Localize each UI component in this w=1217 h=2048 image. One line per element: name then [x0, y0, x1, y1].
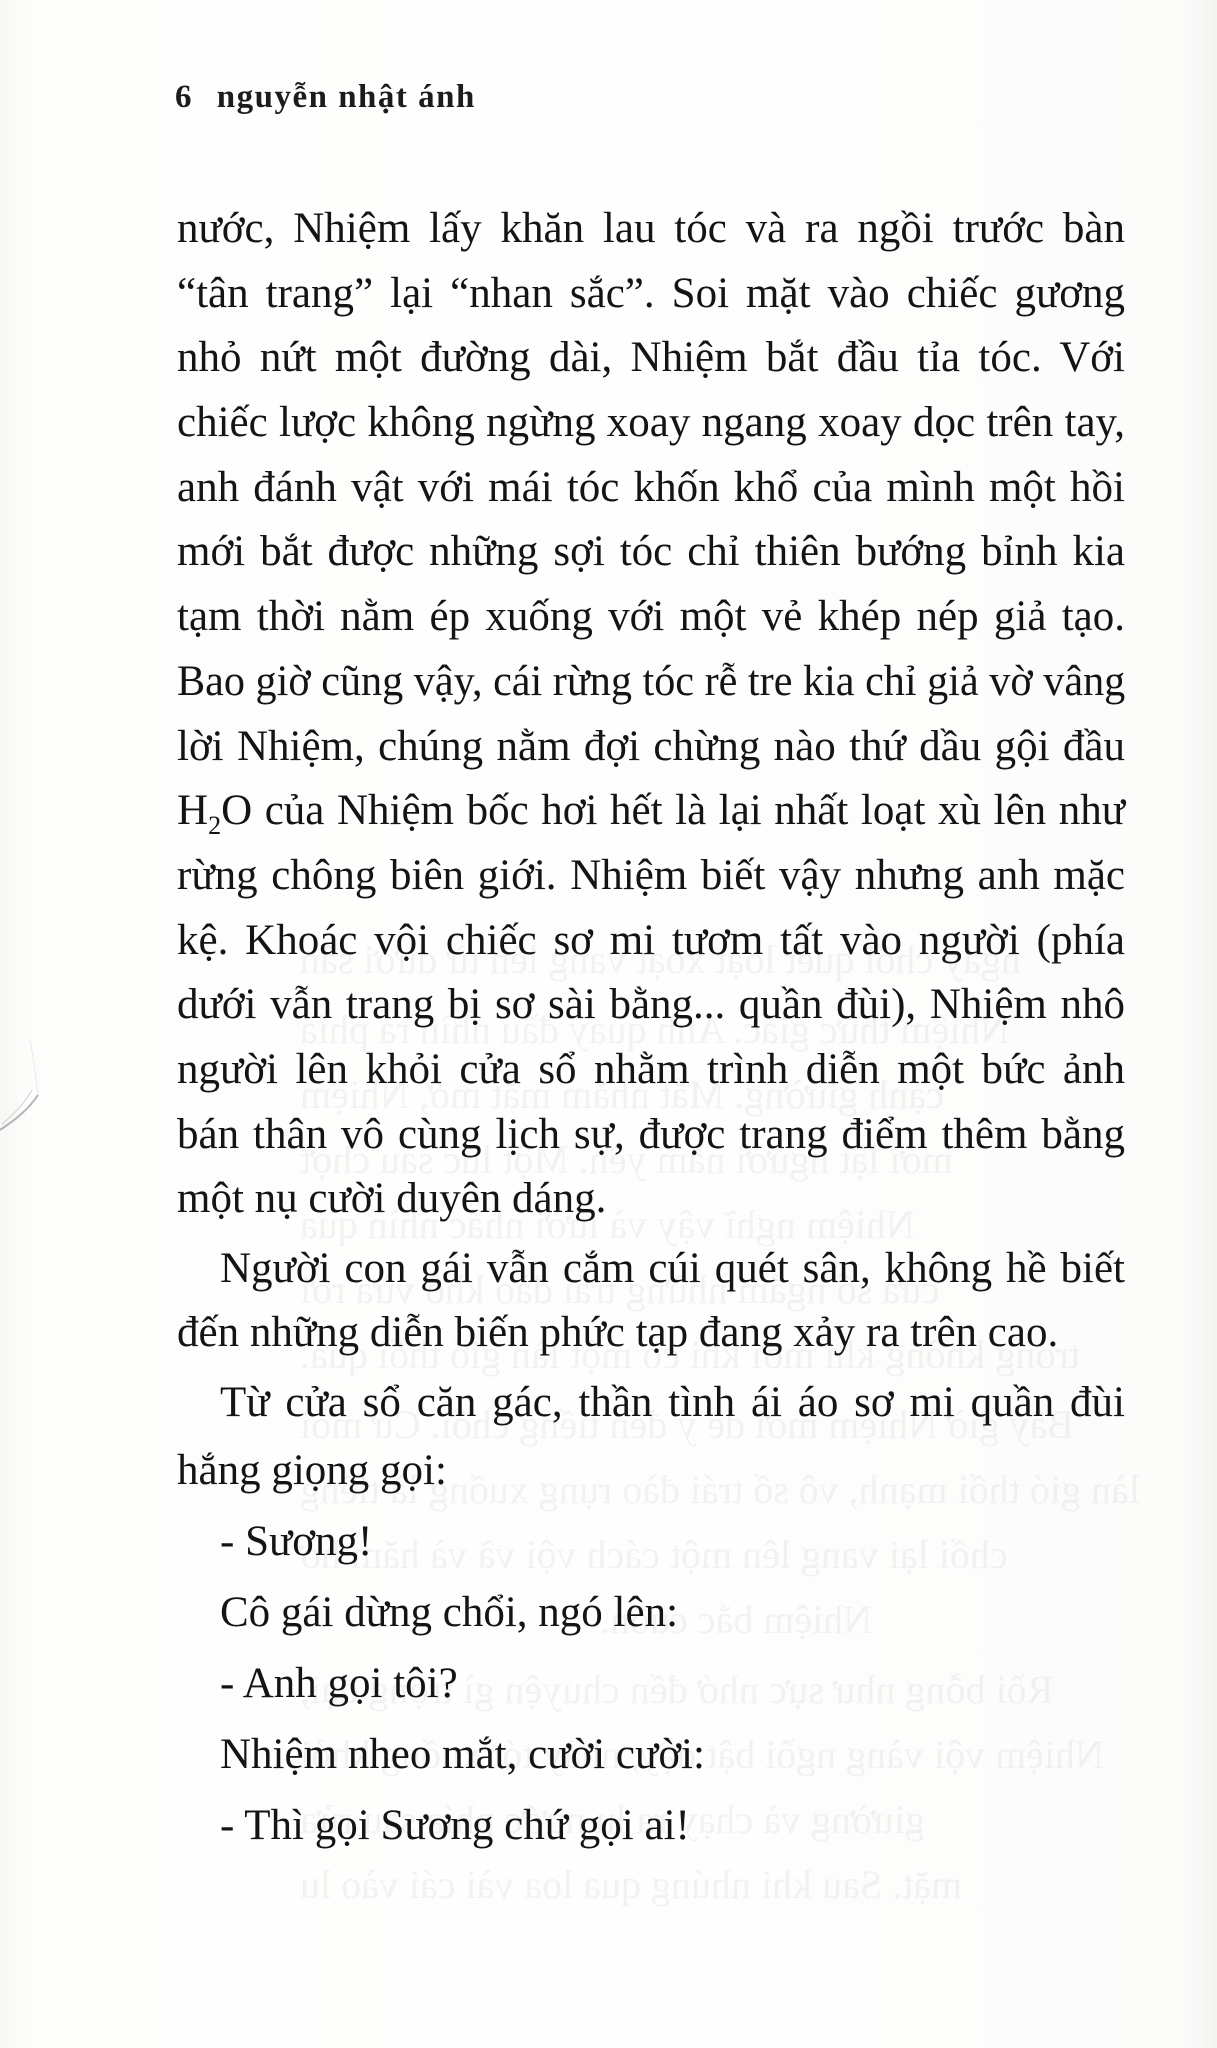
running-head — [175, 72, 476, 122]
h2o-subscript: 2 — [208, 811, 222, 840]
text-line: Cô gái dừng chổi, ngó lên: — [220, 1589, 679, 1636]
text-line: hắng giọng gọi: — [177, 1447, 447, 1494]
text-line-h2o — [177, 781, 1125, 841]
text-line: Bao giờ cũng vậy, cái rừng tóc rễ tre kia chỉ giả vờ vâng — [177, 658, 1126, 705]
show-through-text — [300, 1855, 962, 1915]
dialogue-line: - Anh gọi tôi? — [220, 1660, 458, 1707]
h2o-rest: O của Nhiệm bốc hơi hết là lại nhất loạt xù lên như — [221, 787, 1125, 834]
text-line: người lên khỏi cửa sổ nhằm trình diễn một bức ảnh — [177, 1046, 1125, 1093]
author-name: nguyễn nhật ánh — [216, 79, 476, 115]
page-number: 6 — [175, 79, 192, 115]
dialogue-line: - Thì gọi Sương chứ gọi ai! — [220, 1802, 690, 1849]
page-edge-mark — [0, 1040, 60, 1140]
text-line: kệ. Khoác vội chiếc sơ mi tươm tất vào người (phía — [177, 917, 1125, 964]
text-line: lời Nhiệm, chúng nằm đợi chừng nào thứ dầu gội đầu — [177, 723, 1125, 770]
h2o-h: H — [177, 787, 209, 834]
text-line: một nụ cười duyên dáng. — [177, 1175, 607, 1222]
text-line: anh đánh vật với mái tóc khốn khổ của mình một hồi — [177, 464, 1125, 511]
text-line: chiếc lược không ngừng xoay ngang xoay dọc trên tay, — [177, 399, 1125, 446]
text-line: nhỏ nứt một đường dài, Nhiệm bắt đầu tỉa tóc. Với — [177, 334, 1125, 381]
text-line: đến những diễn biến phức tạp đang xảy ra trên cao. — [177, 1309, 1059, 1356]
dialogue-line: - Sương! — [220, 1518, 373, 1565]
text-line: nước, Nhiệm lấy khăn lau tóc và ra ngồi trước bàn — [177, 205, 1125, 252]
text-line: tạm thời nằm ép xuống với một vẻ khép nép giả tạo. — [177, 593, 1125, 640]
text-line: Nhiệm nheo mắt, cười cười: — [220, 1731, 705, 1778]
text-line: dưới vẫn trang bị sơ sài bằng... quần đùi), Nhiệm nhô — [177, 981, 1125, 1028]
text-line: bán thân vô cùng lịch sự, được trang điểm thêm bằng — [177, 1111, 1125, 1158]
text-line: Từ cửa sổ căn gác, thần tình ái áo sơ mi quần đùi — [220, 1379, 1125, 1426]
text-line: “tân trang” lại “nhan sắc”. Soi mặt vào chiếc gương — [177, 270, 1125, 317]
text-line: mới bắt được những sợi tóc chỉ thiên bướng bỉnh kia — [177, 528, 1125, 575]
text-line: rừng chông biên giới. Nhiệm biết vậy nhưng anh mặc — [177, 852, 1125, 899]
text-line: Người con gái vẫn cắm cúi quét sân, không hề biết — [220, 1245, 1125, 1292]
